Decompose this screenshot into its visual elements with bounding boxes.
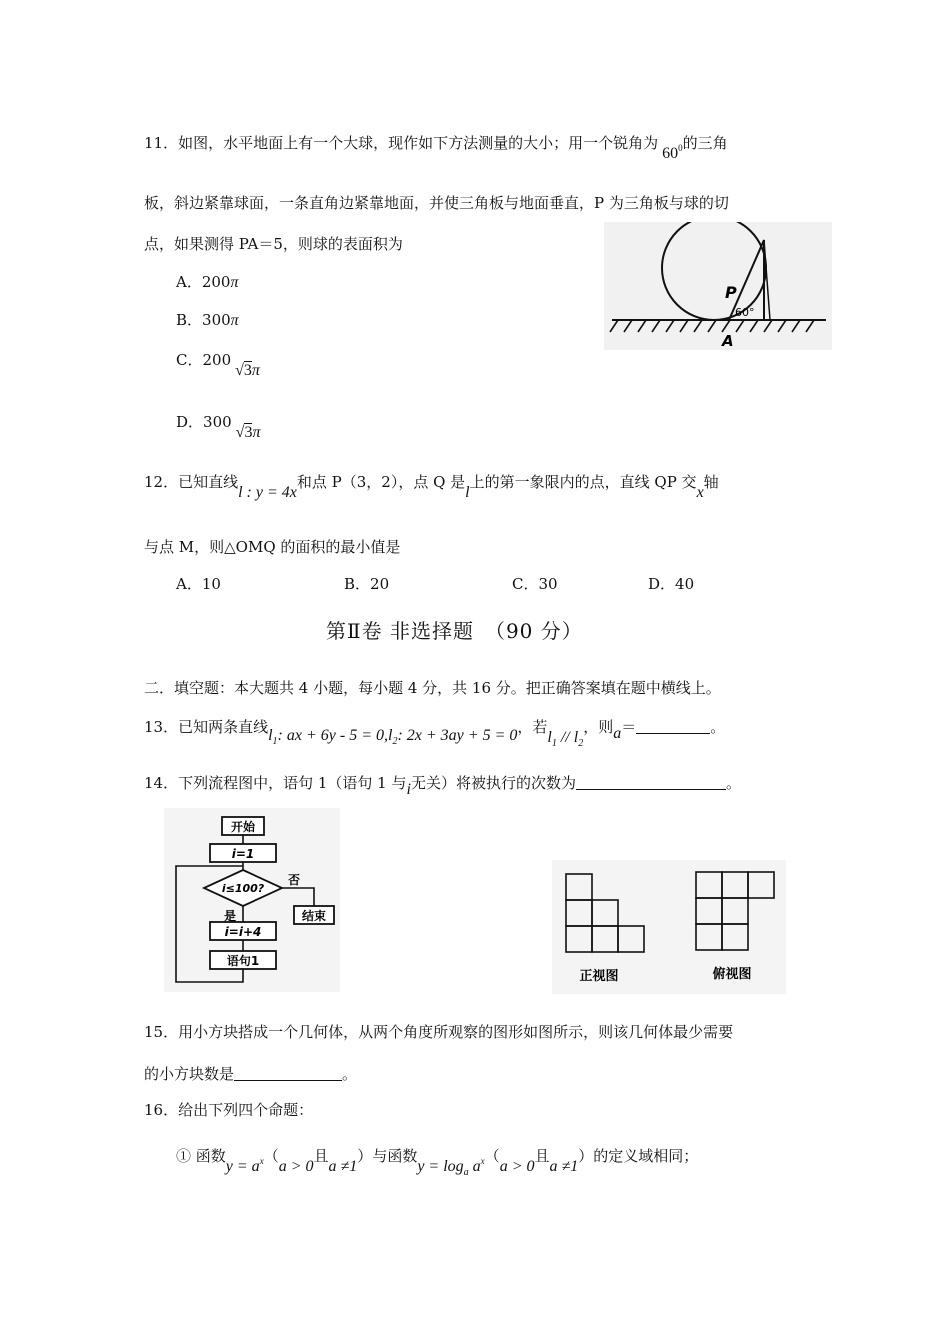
q15-end: 。	[342, 1065, 358, 1083]
q13-p-sub1: 1	[551, 738, 557, 749]
q11-option-c-radicand: 3	[243, 362, 252, 379]
q12-line-equation: l : y = 4x	[238, 484, 297, 501]
q13-line	[144, 717, 726, 749]
q13-p-sub2: 2	[578, 738, 584, 749]
q16-log-x-sup: x	[480, 1156, 485, 1166]
q11-option-c[interactable]	[176, 350, 260, 379]
q11-option-c-label: C．200	[176, 351, 232, 369]
q15-text: 的小方块数是	[144, 1065, 235, 1083]
q11-option-c-pi: π	[251, 362, 260, 379]
q11-line1-tail: 的三角	[682, 134, 728, 152]
q12-l: l	[465, 484, 470, 501]
q11-option-a-pi: π	[230, 274, 239, 291]
q16-qie2: 且	[534, 1147, 550, 1165]
q12-text-c: 上的第一象限内的点，直线 QP 交	[469, 473, 697, 491]
q12-option-d[interactable]: D．40	[648, 575, 695, 593]
q13-l2: l	[388, 727, 393, 744]
q11-option-b-pi: π	[230, 312, 239, 329]
q13-prefix: 13．已知两条直线	[144, 718, 269, 736]
q11-option-b[interactable]	[176, 310, 239, 331]
q12-line1	[144, 472, 719, 501]
q16-item1-prefix: ① 函数	[176, 1147, 226, 1165]
flow-init-text: i=1	[231, 847, 255, 861]
q11-option-a[interactable]	[176, 272, 238, 293]
q15-line2	[144, 1064, 357, 1084]
q13-answer-blank[interactable]	[636, 719, 710, 734]
q15-views-figure	[552, 860, 786, 994]
flow-stmt-text: 语句1	[226, 954, 260, 968]
q14-prefix: 14．下列流程图中，语句 1（语句 1 与	[144, 774, 407, 792]
label-a: A	[722, 332, 734, 350]
q13-p-l1: l	[547, 729, 552, 746]
q14-line	[144, 773, 741, 798]
q13-l1-eq: : ax + 6y - 5 = 0,	[277, 727, 388, 744]
q11-option-a-label: A．200	[176, 273, 231, 291]
q16-lp2: （	[484, 1147, 500, 1165]
label-p: P	[725, 283, 737, 302]
q11-angle	[662, 145, 683, 162]
q16-rp2: ）	[578, 1147, 594, 1165]
q11-angle-sup: 0	[678, 143, 683, 153]
q12-option-c[interactable]: C．30	[512, 575, 558, 593]
q14-i: i	[406, 781, 411, 798]
q14-answer-blank[interactable]	[576, 775, 726, 790]
flow-cond-text: i≤100?	[221, 882, 265, 895]
q16-cond1: a > 0	[278, 1158, 314, 1175]
q16-cond2: a ≠1	[328, 1158, 358, 1175]
q12-text-d: 轴	[703, 473, 719, 491]
q13-then: ，则	[583, 718, 614, 736]
q16-log-arg: a	[472, 1158, 481, 1175]
q15-line1: 15．用小方块搭成一个几何体，从两个角度所观察的图形如图所示，则该几何体最少需要	[144, 1023, 734, 1041]
q12-option-b[interactable]: B．20	[344, 575, 390, 593]
q13-l1: l	[268, 727, 273, 744]
q11-angle-value: 60	[662, 145, 679, 162]
q13-l1-sub: 1	[272, 736, 278, 747]
q13-p-symbol: //	[556, 729, 574, 746]
q11-option-d-pi: π	[252, 424, 261, 441]
q13-l2-eq: : 2x + 3ay + 5 = 0	[397, 727, 518, 744]
q16-tail: 的定义域相同；	[593, 1147, 699, 1165]
q11-option-b-label: B．300	[176, 311, 231, 329]
q16-qie1: 且	[313, 1147, 329, 1165]
q13-p-l2: l	[573, 729, 579, 746]
front-view-label: 正视图	[579, 969, 619, 984]
q16-cond1b: a > 0	[499, 1158, 535, 1175]
q12-option-a[interactable]: A．10	[176, 575, 221, 593]
q13-if: ，若	[517, 718, 548, 736]
flow-no-label: 否	[288, 873, 301, 887]
q12-text-b: 和点 P（3，2），点 Q 是	[296, 473, 466, 491]
q14-flowchart	[164, 808, 340, 992]
q11-option-d-sqrt: √3π	[235, 424, 261, 441]
q16-item1	[176, 1141, 699, 1178]
q16-log-sub: a	[463, 1167, 469, 1178]
q11-line1-text: 11．如图，水平地面上有一个大球，现作如下方法测量的大小；用一个锐角为	[144, 134, 659, 152]
q16-log-function	[417, 1156, 485, 1178]
flow-update-text: i=i+4	[224, 925, 262, 939]
q11-option-c-sqrt: √3π	[235, 362, 260, 379]
q11-ball-figure	[604, 222, 832, 350]
q15-answer-blank[interactable]	[234, 1066, 342, 1081]
flow-start-text: 开始	[230, 820, 256, 834]
q16-log: y = log	[417, 1158, 464, 1175]
section-intro: 二．填空题：本大题共 4 小题，每小题 4 分，共 16 分。把正确答案填在题中横线上。	[144, 679, 721, 697]
q16-x-sup: x	[259, 1156, 264, 1166]
q16-exp-function	[226, 1158, 264, 1175]
q11-line1	[144, 128, 728, 162]
label-60: 60°	[735, 306, 755, 319]
q14-suffix: 无关）将被执行的次数为	[410, 774, 576, 792]
q16-mid: 与函数	[372, 1147, 418, 1165]
q12-x: x	[696, 484, 704, 501]
q16-lp1: （	[263, 1147, 279, 1165]
q13-equals: ＝	[621, 718, 637, 736]
q11-option-d-radicand: 3	[244, 424, 253, 441]
flow-end-text: 结束	[301, 909, 327, 923]
q12-text-a: 12．已知直线	[144, 473, 239, 491]
q11-line2: 板，斜边紧靠球面，一条直角边紧靠地面，并使三角板与地面垂直，P 为三角板与球的切	[144, 194, 729, 212]
q13-a: a	[613, 725, 622, 742]
section-title: 第Ⅱ卷 非选择题 （90 分）	[326, 619, 583, 643]
q16-y-eq: y = a	[225, 1158, 260, 1175]
q14-end: 。	[725, 774, 741, 792]
q11-line3: 点，如果测得 PA＝5，则球的表面积为	[144, 235, 403, 253]
top-view-label: 俯视图	[712, 967, 752, 982]
q13-parallel	[547, 729, 584, 749]
q11-option-d[interactable]	[176, 412, 261, 441]
q11-option-d-label: D．300	[176, 413, 232, 431]
flow-yes-label: 是	[224, 909, 237, 923]
q16-rp1: ）	[357, 1147, 373, 1165]
q13-end: 。	[710, 718, 726, 736]
q13-l2-sub: 2	[392, 736, 398, 747]
q12-line2: 与点 M，则△OMQ 的面积的最小值是	[144, 538, 401, 556]
q16-line1: 16．给出下列四个命题：	[144, 1101, 314, 1119]
q16-cond2b: a ≠1	[549, 1158, 579, 1175]
q13-equations	[268, 727, 518, 747]
